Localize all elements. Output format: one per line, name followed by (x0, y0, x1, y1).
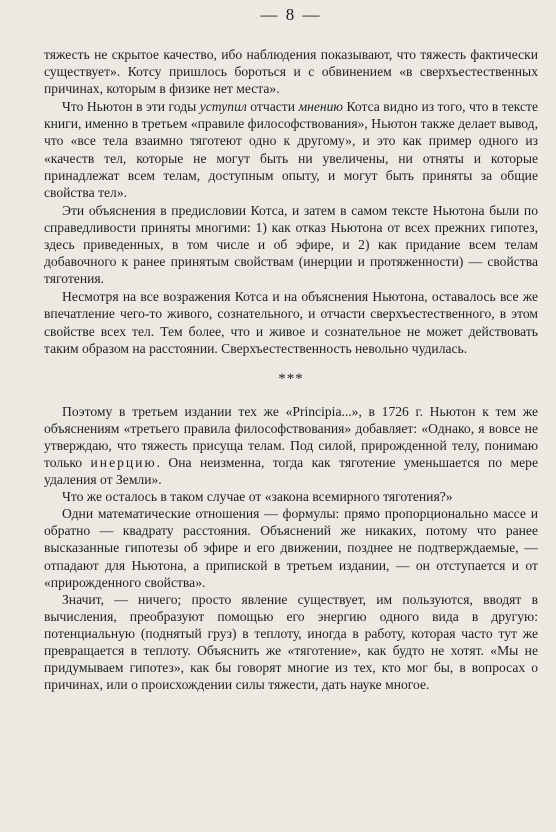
emphasis-opinion: мнению (298, 99, 344, 115)
page-number: — 8 — (260, 5, 322, 24)
paragraph-8: Значит, — ничего; просто явление существует, им пользуются, вводят в вычисления, преобразуют помощью его энергию одного вида в другую: потенциальную (поднятый груз) в теплоту, иногда в работу, которая часто тут же превращается в теплоту. Объяснить же «тяготение», как будто не хотят. «Мы не придумываем гипотез», как бы говорят многие из тех, кто мог бы, в вопросах о причинах, или о происхождении силы тяжести, дать науке многое. (44, 591, 538, 693)
paragraph-3: Эти объяснения в предисловии Котса, и затем в самом тексте Ньютона были по справедливости приняты многими: 1) как отказ Ньютона от всех прежних гипотез, здесь приведенных, в том числе и об эфире, и 2) как придание всем телам добавочного к ранее принятым свойствам (инерции и протяженности) — свойства тяготения. (44, 202, 538, 287)
emphasis-yielded: уступил (199, 99, 247, 115)
paragraph-5-text-a: Поэтому в третьем издании тех же «Principia...», в 1726 г. Ньютон к тем же объяснениям «третьего правила философствования» добавляет: «Однако, я вовсе не утверждаю, что тяжесть присуща телам. Под силой, прирожденной телу, понимаю только (44, 403, 538, 470)
paragraph-6: Что же осталось в таком случае от «закона всемирного тяготения?» (62, 489, 453, 505)
paragraph-1: тяжесть не скрытое качество, ибо наблюдения показывают, что тяжесть фактически существует». Котсу пришлось бороться и с обвинением «в сверхъестественных причинах, которым в физике нет места». (44, 47, 538, 97)
paragraph-5-text-c: . Она неизменна, тогда как тяготение уменьшается по мере удаления от Земли». (44, 454, 538, 488)
paragraph-2-text-e: Котса видно из того, что в тексте книги, именно в третьем «правиле философствования», Ньютон также делает вывод, что «все тела взаимно тяготеют одно к другому», и это как пример одного из «качеств тел, которые не могут быть ни увеличены, ни отняты и которые принадлежат всем телам, доступным опыту, и могут быть приняты за общие свойства тел». (44, 99, 538, 200)
paragraph-7: Одни математические отношения — формулы: прямо пропорционально массе и обратно — квадрату расстояния. Объяснений же никаких, потому что ранее высказанные гипотезы об эфире и его движении, позднее не подтверждаемые, — отпадают для Ньютона, а припиской в третьем издании, — он отступается и от «прирожденного свойства». (44, 506, 538, 590)
paragraph-4: Несмотря на все возражения Котса и на объяснения Ньютона, оставалось все же впечатление чего-то живого, сознательного, и отчасти сверхъестественного, в этом свойстве всех тел. Тем более, что и живое и сознательное не может действовать таким образом на расстоянии. Сверхъестественность невольно чудилась. (44, 289, 538, 356)
emphasis-inertia: инерцию (90, 454, 157, 470)
paragraph-2-text-c: отчасти (246, 99, 299, 115)
paragraph-2-text-a: Что Ньютон в эти годы (62, 99, 200, 115)
paragraph-5 (44, 403, 538, 488)
section-divider-asterisks: *** (278, 370, 304, 387)
paragraph-2 (44, 98, 538, 201)
